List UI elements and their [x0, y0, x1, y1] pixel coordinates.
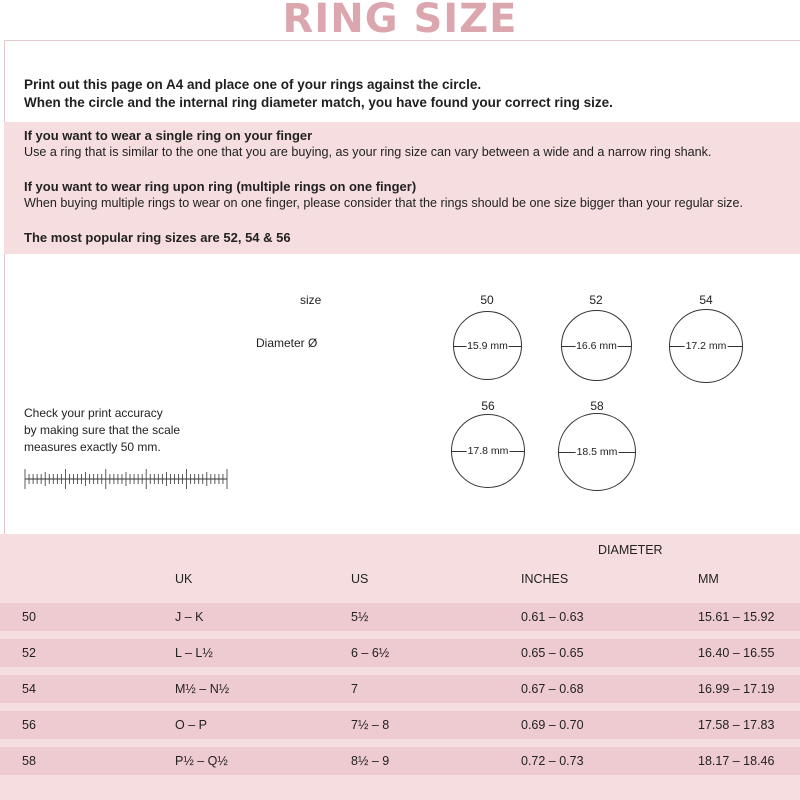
note-line: by making sure that the scale: [24, 423, 181, 437]
ring-size-label: 52: [589, 293, 603, 307]
diameter-group-header: DIAMETER: [598, 543, 663, 557]
inches-cell: 0.69 – 0.70: [521, 718, 584, 732]
size-cell: 52: [22, 646, 36, 660]
intro-text: [24, 76, 613, 112]
ring-diameter-label: 18.5 mm: [576, 446, 618, 458]
us-cell: 5½: [351, 610, 369, 624]
table-row: [0, 711, 800, 739]
size-cell: 50: [22, 610, 36, 624]
ring-circle: [558, 413, 636, 491]
mm-cell: 16.99 – 17.19: [698, 682, 775, 696]
size-cell: 58: [22, 754, 36, 768]
column-header-us: US: [351, 572, 369, 586]
uk-cell: O – P: [175, 718, 207, 732]
uk-cell: L – L½: [175, 646, 213, 660]
ring-diameter-label: 17.8 mm: [467, 445, 509, 457]
intro-line-1: Print out this page on A4 and place one of your rings against the circle.: [24, 77, 482, 92]
page-title: RING SIZE: [282, 0, 518, 42]
us-cell: 8½ – 9: [351, 754, 390, 768]
mm-cell: 18.17 – 18.46: [698, 754, 775, 768]
uk-cell: J – K: [175, 610, 204, 624]
size-cell: 56: [22, 718, 36, 732]
multiple-rings-text: When buying multiple rings to wear on one finger, please consider that the rings should be one size bigger than your regular size.: [24, 196, 743, 210]
note-line: Check your print accuracy: [24, 406, 163, 420]
mm-cell: 15.61 – 15.92: [698, 610, 775, 624]
table-row: [0, 675, 800, 703]
ring-size-label: 56: [481, 399, 495, 413]
ring-size-label: 50: [480, 293, 494, 307]
size-table: [0, 534, 800, 800]
ring-diameter-label: 17.2 mm: [685, 340, 727, 352]
inches-cell: 0.72 – 0.73: [521, 754, 584, 768]
tips-section: [4, 122, 800, 254]
uk-cell: M½ – N½: [175, 682, 230, 696]
ring-circle: [453, 311, 522, 380]
ring-circle: [669, 309, 743, 383]
note-line: measures exactly 50 mm.: [24, 440, 161, 454]
us-cell: 6 – 6½: [351, 646, 390, 660]
ruler-scale: [22, 466, 232, 492]
diameter-label: Diameter Ø: [256, 336, 318, 350]
us-cell: 7: [351, 682, 358, 696]
print-accuracy-note: [24, 405, 180, 456]
single-ring-text: Use a ring that is similar to the one that you are buying, as your ring size can vary between a wide and a narrow ring shank.: [24, 145, 712, 159]
table-row: [0, 639, 800, 667]
size-label: size: [300, 293, 322, 307]
multiple-rings-heading: If you want to wear ring upon ring (multiple rings on one finger): [24, 179, 417, 194]
ring-diameter-label: 15.9 mm: [467, 339, 508, 352]
ring-size-label: 54: [699, 293, 713, 307]
single-ring-heading: If you want to wear a single ring on your finger: [24, 128, 313, 143]
ring-circle: [451, 414, 525, 488]
column-header-inches: INCHES: [521, 572, 569, 586]
mm-cell: 17.58 – 17.83: [698, 718, 775, 732]
inches-cell: 0.67 – 0.68: [521, 682, 584, 696]
column-header-uk: UK: [175, 572, 193, 586]
ring-circle: [561, 310, 632, 381]
header: [0, 0, 800, 40]
table-row: [0, 603, 800, 631]
ring-size-label: 58: [590, 399, 604, 413]
column-header-mm: MM: [698, 572, 719, 586]
mm-cell: 16.40 – 16.55: [698, 646, 775, 660]
ring-diameter-label: 16.6 mm: [576, 339, 617, 352]
size-cell: 54: [22, 682, 36, 696]
uk-cell: P½ – Q½: [175, 754, 228, 768]
table-row: [0, 747, 800, 775]
inches-cell: 0.61 – 0.63: [521, 610, 584, 624]
intro-line-2: When the circle and the internal ring diameter match, you have found your correct ring size.: [24, 95, 613, 110]
inches-cell: 0.65 – 0.65: [521, 646, 584, 660]
popular-sizes-text: The most popular ring sizes are 52, 54 & 56: [24, 230, 291, 245]
us-cell: 7½ – 8: [351, 718, 390, 732]
